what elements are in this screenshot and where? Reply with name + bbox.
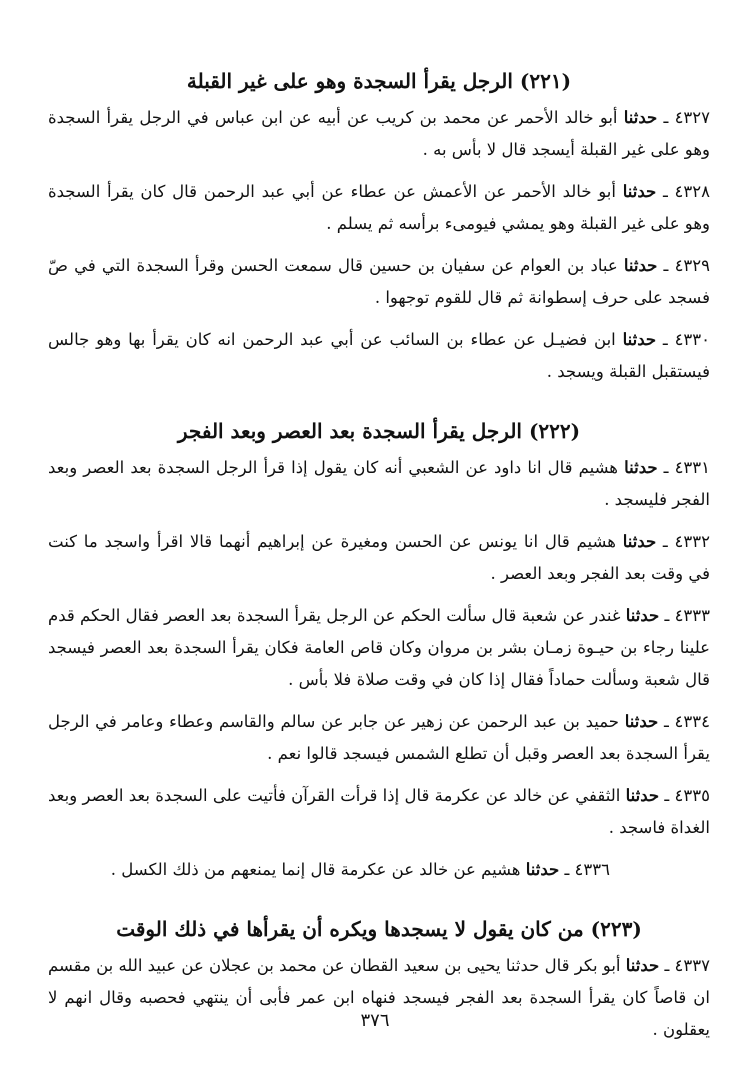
hadith-lead: حدثنا	[623, 108, 658, 127]
hadith-lead: حدثنا	[625, 956, 660, 975]
section-title: (٢٢٢) الرجل يقرأ السجدة بعد العصر وبعد الفجر	[177, 419, 581, 443]
hadith-number: ٤٣٣٥	[674, 786, 710, 805]
hadith-paragraph: ٤٣٢٧ ـ حدثنا أبو خالد الأحمر عن محمد بن كريب عن أبيه عن ابن عباس في الرجل يقرأ السجدة وهو على غير القبلة أيسجد قال لا بأس به .	[48, 108, 711, 159]
hadith-number: ٤٣٣٠	[674, 330, 711, 349]
hadith-text: هشيم قال انا داود عن الشعبي أنه كان يقول إذا قرأ الرجل السجدة بعد العصر وبعد الفجر فليسجد .	[48, 458, 710, 509]
hadith-text: عباد بن العوام عن سفيان بن حسين قال سمعت الحسن وقرأ السجدة التي في صّ فسجد على حرف إسطوانة ثم قال للقوم توجهوا .	[48, 256, 710, 307]
hadith-lead: حدثنا	[624, 458, 658, 477]
hadith-paragraph: ٤٣٣٦ ـ حدثنا هشيم عن خالد عن عكرمة قال إنما يمنعهم من ذلك الكسل .	[110, 860, 610, 879]
hadith-number: ٤٣٣٣	[674, 606, 711, 625]
hadith-text: أبو بكر قال حدثنا يحيى بن سعيد القطان عن محمد بن عجلان عن عبيد الله بن مقسم ان قاصاً كان يقرأ السجدة بعد الفجر فيسجد فنهاه ابن عمر فأبى أن ينتهي فحصبه وقال انهم لا يعقلون .	[47, 956, 710, 1039]
hadith-text: هشيم قال انا يونس عن الحسن ومغيرة عن إبراهيم أنهما قالا اقرأ واسجد ما كنت في وقت بعد الفجر وبعد العصر .	[48, 532, 710, 583]
hadith-lead: حدثنا	[625, 606, 660, 625]
hadith-paragraph: ٤٣٣٥ ـ حدثنا الثقفي عن خالد عن عكرمة قال إذا قرأت القرآن فأتيت على السجدة بعد العصر وبعد الغداة فاسجد .	[48, 786, 710, 837]
hadith-paragraph: ٤٣٢٨ ـ حدثنا أبو خالد الأحمر عن الأعمش عن عطاء عن أبي عبد الرحمن قال كان يقرأ السجدة وهو على غير القبلة وهو يمشي فيومىء برأسه ثم يسلم .	[48, 182, 710, 233]
hadith-number: ٤٣٢٨	[674, 182, 710, 201]
page-number: ٣٧٦	[360, 1010, 390, 1031]
hadith-number: ٤٣٣٤	[674, 712, 710, 731]
hadith-text: حميد بن عبد الرحمن عن زهير عن جابر عن سالم والقاسم وعطاء وعامر في الرجل يقرأ السجدة بعد العصر وقبل أن تطلع الشمس فيسجد قالوا نعم .	[48, 712, 710, 763]
hadith-paragraph: ٤٣٣٠ ـ حدثنا ابن فضيـل عن عطاء بن السائب عن أبي عبد الرحمن انه كان يقرأ بها وهو جالس فيستقبل القبلة ويسجد .	[48, 330, 711, 381]
hadith-lead: حدثنا	[525, 860, 560, 879]
hadith-number: ٤٣٣١	[674, 458, 711, 477]
hadith-lead: حدثنا	[622, 330, 657, 349]
hadith-text: أبو خالد الأحمر عن محمد بن كريب عن أبيه عن ابن عباس في الرجل يقرأ السجدة وهو على غير القبلة أيسجد قال لا بأس به .	[48, 108, 710, 159]
hadith-text: الثقفي عن خالد عن عكرمة قال إذا قرأت القرآن فأتيت على السجدة بعد العصر وبعد الغداة فاسجد .	[48, 786, 710, 837]
hadith-number: ٤٣٣٧	[674, 956, 710, 975]
hadith-paragraph: ٤٣٣٢ ـ حدثنا هشيم قال انا يونس عن الحسن ومغيرة عن إبراهيم أنهما قالا اقرأ واسجد ما كنت في وقت بعد الفجر وبعد العصر .	[48, 532, 710, 583]
hadith-paragraph: ٤٣٣٣ ـ حدثنا غندر عن شعبة قال سألت الحكم عن الرجل يقرأ السجدة بعد العصر فقال الحكم قدم علينا رجاء بن حيـوة زمـان بشر بن مروان وكان قاص العامة فكان يقرأ السجدة بعد العصر فيسجد قال شعبة وسألت حماداً فقال إذا كان في وقت صلاة فلا بأس .	[48, 606, 711, 689]
section-title: (٢٢٣) من كان يقول لا يسجدها ويكره أن يقرأها في ذلك الوقت	[116, 917, 642, 941]
hadith-number: ٤٣٣٢	[674, 532, 710, 551]
hadith-number: ٤٣٢٧	[674, 108, 711, 127]
hadith-paragraph: ٤٣٣٤ ـ حدثنا حميد بن عبد الرحمن عن زهير عن جابر عن سالم والقاسم وعطاء وعامر في الرجل يقرأ السجدة بعد العصر وقبل أن تطلع الشمس فيسجد قالوا نعم .	[48, 712, 710, 763]
page-content	[48, 60, 710, 1056]
hadith-lead: حدثنا	[622, 182, 657, 201]
hadith-paragraph: ٤٣٣١ ـ حدثنا هشيم قال انا داود عن الشعبي أنه كان يقول إذا قرأ الرجل السجدة بعد العصر وبعد الفجر فليسجد .	[48, 458, 711, 509]
hadith-text: ابن فضيـل عن عطاء بن السائب عن أبي عبد الرحمن انه كان يقرأ بها وهو جالس فيستقبل القبلة ويسجد .	[48, 330, 710, 381]
hadith-text: أبو خالد الأحمر عن الأعمش عن عطاء عن أبي عبد الرحمن قال كان يقرأ السجدة وهو على غير القبلة وهو يمشي فيومىء برأسه ثم يسلم .	[48, 182, 710, 233]
section-title: (٢٢١) الرجل يقرأ السجدة وهو على غير القبلة	[186, 69, 572, 93]
hadith-paragraph: ٤٣٣٧ ـ حدثنا أبو بكر قال حدثنا يحيى بن سعيد القطان عن محمد بن عجلان عن عبيد الله بن مقسم ان قاصاً كان يقرأ السجدة بعد الفجر فيسجد فنهاه ابن عمر فأبى أن ينتهي فحصبه وقال انهم لا يعقلون .	[47, 956, 710, 1039]
hadith-text: هشيم عن خالد عن عكرمة قال إنما يمنعهم من ذلك الكسل .	[110, 860, 521, 879]
hadith-paragraph: ٤٣٢٩ ـ حدثنا عباد بن العوام عن سفيان بن حسين قال سمعت الحسن وقرأ السجدة التي في صّ فسجد على حرف إسطوانة ثم قال للقوم توجهوا .	[48, 256, 711, 307]
hadith-number: ٤٣٣٦	[574, 860, 610, 879]
hadith-text: غندر عن شعبة قال سألت الحكم عن الرجل يقرأ السجدة بعد العصر فقال الحكم قدم علينا رجاء بن حيـوة زمـان بشر بن مروان وكان قاص العامة فكان يقرأ السجدة بعد العصر فيسجد قال شعبة وسألت حماداً فقال إذا كان في وقت صلاة فلا بأس .	[48, 606, 710, 689]
hadith-lead: حدثنا	[625, 786, 660, 805]
hadith-lead: حدثنا	[623, 256, 658, 275]
hadith-lead: حدثنا	[624, 712, 659, 731]
hadith-lead: حدثنا	[622, 532, 657, 551]
hadith-number: ٤٣٢٩	[674, 256, 711, 275]
